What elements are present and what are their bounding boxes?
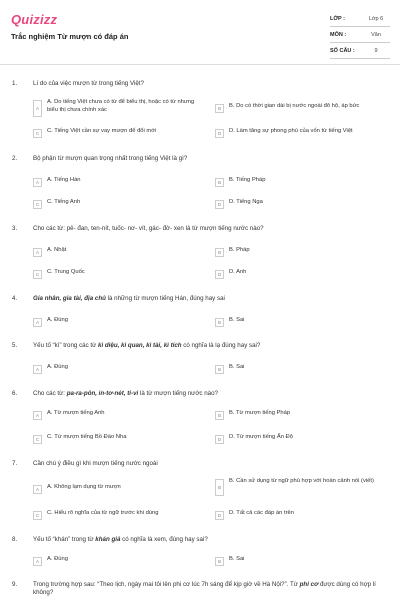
option-letter-box: B (215, 248, 224, 257)
option-letter-box: B (215, 318, 224, 327)
option-letter-box: A (33, 178, 42, 187)
question-text: Bộ phận từ mượn quan trọng nhất trong tiếng Việt là gì? (33, 155, 188, 162)
option-letter-box: B (215, 557, 224, 566)
option-text: B. Từ mượn tiếng Pháp (229, 410, 291, 416)
option-text: D. Từ mượn tiếng Ấn Độ (229, 434, 293, 440)
option-letter-box: B (215, 411, 224, 420)
option-letter-box: A (33, 100, 42, 117)
meta-box (330, 12, 390, 60)
option-c[interactable] (33, 510, 203, 520)
option-text: A. Đúng (47, 556, 68, 562)
option-text: B. Tiếng Pháp (229, 177, 266, 183)
meta-row-count (330, 44, 390, 59)
question-number: 4. (12, 295, 18, 302)
option-text: B. Sai (229, 364, 245, 370)
question-text-pre: Yếu tố “kì” trong các từ (33, 342, 99, 349)
question-emphasis: phi cơ (299, 581, 319, 588)
question-emphasis: Gia nhân, gia tài, địa chủ (33, 295, 106, 302)
question-emphasis: pa-ra-pôn, in-tơ-nét, ti-vi (66, 390, 139, 397)
question-text (33, 390, 383, 398)
option-d[interactable] (215, 434, 385, 444)
option-letter-box: A (33, 557, 42, 566)
option-letter-box: A (33, 485, 42, 494)
option-text: C. Trung Quốc (47, 269, 85, 275)
option-c[interactable] (33, 434, 203, 444)
option-b[interactable] (215, 478, 385, 496)
option-letter-box: A (33, 365, 42, 374)
meta-key: MÔN : (330, 32, 347, 38)
question-text-rest: có nghĩa là xem, đúng hay sai? (120, 536, 208, 543)
option-letter-box: C (33, 200, 42, 209)
option-text: A. Không lạm dụng từ mượn (47, 484, 121, 490)
meta-row-subject (330, 28, 390, 43)
worksheet-header (0, 0, 400, 65)
option-text: A. Nhật (47, 247, 67, 253)
option-d[interactable] (215, 269, 385, 279)
option-text: A. Tiếng Hán (47, 177, 81, 183)
option-text: C. Từ mượn tiếng Bồ Đào Nha (47, 434, 127, 440)
option-text: B. Do có thời gian dài bị nước ngoài đô hộ, áp bức (229, 103, 360, 109)
option-letter-box: A (33, 411, 42, 420)
option-text: A. Đúng (47, 317, 68, 323)
option-letter-box: D (215, 200, 224, 209)
option-text: B. Sai (229, 556, 245, 562)
worksheet-title: Trắc nghiệm Từ mượn có đáp án (11, 32, 129, 41)
option-a[interactable] (33, 484, 203, 494)
question-text-rest: có nghĩa là lạ đúng hay sai? (181, 342, 261, 349)
option-text: A. Từ mượn tiếng Anh (47, 410, 105, 416)
question-text: Lí do của việc mượn từ trong tiếng Việt? (33, 80, 144, 87)
option-a[interactable] (33, 410, 203, 420)
option-c[interactable] (33, 269, 203, 279)
option-c[interactable] (33, 128, 203, 138)
question-number: 6. (12, 390, 18, 397)
option-a[interactable] (33, 556, 203, 566)
option-b[interactable] (215, 364, 385, 374)
option-a[interactable] (33, 247, 203, 257)
option-text: D. Tiếng Nga (229, 199, 263, 205)
option-c[interactable] (33, 199, 203, 209)
question-number: 5. (12, 342, 18, 349)
option-a[interactable] (33, 177, 203, 187)
option-b[interactable] (215, 177, 385, 187)
option-b[interactable] (215, 410, 385, 420)
question-text-rest: là những từ mượn tiếng Hán, đúng hay sai (105, 295, 225, 302)
option-text: D. Làm tăng sự phong phú của vốn từ tiếng Việt (229, 128, 353, 134)
option-d[interactable] (215, 510, 385, 520)
option-d[interactable] (215, 128, 385, 138)
question-text-pre: Cho các từ: (33, 390, 67, 397)
question-text (33, 295, 383, 303)
question-number: 1. (12, 80, 18, 87)
question-text: Cần chú ý điều gì khi mượn tiếng nước ngoài (33, 460, 158, 467)
option-a[interactable] (33, 99, 203, 117)
option-text: C. Tiếng Anh (47, 199, 81, 205)
question-text-rest: được dùng có hợp lí không? (33, 581, 376, 596)
option-letter-box: A (33, 318, 42, 327)
question-number: 7. (12, 460, 18, 467)
option-letter-box: D (215, 270, 224, 279)
quizizz-logo: Quizizz (11, 12, 58, 27)
question-emphasis: kì diệu, kì quan, kì tài, kì tích (98, 342, 182, 349)
question-number: 9. (12, 581, 18, 588)
question-number: 3. (12, 225, 18, 232)
option-letter-box: D (215, 129, 224, 138)
meta-value: Văn (371, 32, 381, 38)
question-number: 8. (12, 536, 18, 543)
option-a[interactable] (33, 317, 203, 327)
option-text: B. Pháp (229, 247, 250, 253)
question-text (33, 342, 383, 350)
option-text: D. Tất cả các đáp án trên (229, 510, 294, 516)
option-text: A. Đúng (47, 364, 68, 370)
option-d[interactable] (215, 199, 385, 209)
question-text: Cho các từ: pê- đan, ten-nít, tuốc- nơ- vít, gác- đờ- xen là từ mượn tiếng nước nào? (33, 225, 264, 232)
option-text: A. Do tiếng Việt chưa có từ để biểu thị, hoặc có từ nhưng biểu thị chưa chính xác (47, 99, 195, 113)
option-letter-box: D (215, 511, 224, 520)
option-b[interactable] (215, 103, 385, 113)
option-letter-box: B (215, 104, 224, 113)
option-letter-box: C (33, 129, 42, 138)
meta-key: SỐ CÂU : (330, 48, 355, 54)
option-b[interactable] (215, 317, 385, 327)
question-text-pre: Trong trường hợp sau: “Theo lịch, ngày mai tôi lên phi cơ lúc 7h sáng để kịp giờ về Hà Nội?”. Từ (33, 581, 300, 588)
question-text-rest: là từ mượn tiếng nước nào? (138, 390, 218, 397)
option-text: D. Anh (229, 269, 247, 275)
option-text: B. Cần sử dụng từ ngữ phù hợp với hoàn cảnh nói (viết) (229, 478, 374, 484)
option-b[interactable] (215, 247, 385, 257)
meta-row-class (330, 12, 390, 27)
question-text (33, 536, 383, 544)
option-letter-box: C (33, 511, 42, 520)
option-a[interactable] (33, 364, 203, 374)
option-letter-box: B (215, 365, 224, 374)
option-text: C. Hiểu rõ nghĩa của từ ngữ trước khi dùng (47, 510, 159, 516)
option-text: C. Tiếng Việt cần sự vay mượn để đổi mới (47, 128, 157, 134)
option-letter-box: B (215, 479, 224, 496)
meta-value: Lớp 6 (368, 16, 384, 22)
option-letter-box: C (33, 435, 42, 444)
question-number: 2. (12, 155, 18, 162)
option-letter-box: A (33, 248, 42, 257)
option-letter-box: B (215, 178, 224, 187)
question-emphasis: khán giả (95, 536, 121, 543)
option-letter-box: D (215, 435, 224, 444)
meta-key: LỚP : (330, 16, 345, 22)
option-letter-box: C (33, 270, 42, 279)
meta-value: 9 (374, 48, 378, 54)
option-text: B. Sai (229, 317, 245, 323)
question-text (33, 581, 383, 597)
question-text-pre: Yếu tố “khán” trong từ (33, 536, 96, 543)
option-b[interactable] (215, 556, 385, 566)
